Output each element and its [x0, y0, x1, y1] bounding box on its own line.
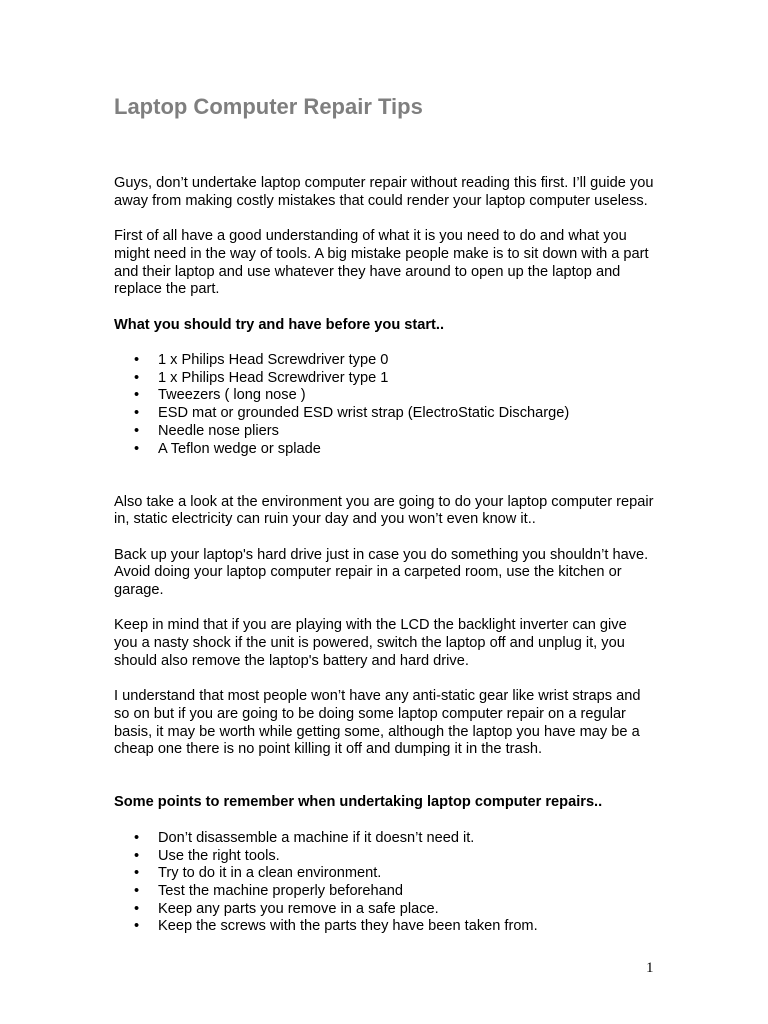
list-item: • ESD mat or grounded ESD wrist strap (ElectroStatic Discharge) [114, 405, 654, 423]
page-title: Laptop Computer Repair Tips [114, 94, 423, 119]
before-start-list [114, 352, 654, 458]
tools-paragraph: First of all have a good understanding of what it is you need to do and what you might need in the way of tools. A big mistake people make is to sit down with a part and their laptop and use whatever they have around to open up the laptop and replace the part. [114, 228, 649, 298]
list-item: • 1 x Philips Head Screwdriver type 0 [114, 352, 654, 370]
document-body [114, 175, 654, 936]
lcd-paragraph: Keep in mind that if you are playing with the LCD the backlight inverter can give you a nasty shock if the unit is powered, switch the laptop off and unplug it, you should also remove the laptop's battery and hard drive. [114, 617, 627, 669]
page-number: 1 [646, 960, 654, 976]
list-item: • Test the machine properly beforehand [114, 883, 654, 901]
list-item: • Don’t disassemble a machine if it doesn’t need it. [114, 830, 654, 848]
before-start-heading: What you should try and have before you start.. [114, 316, 445, 333]
list-item: • 1 x Philips Head Screwdriver type 1 [114, 370, 654, 388]
intro-paragraph: Guys, don’t undertake laptop computer repair without reading this first. I’ll guide you away from making costly mistakes that could render your laptop computer useless. [114, 175, 654, 209]
backup-paragraph: Back up your laptop's hard drive just in case you do something you shouldn’t have. Avoid doing your laptop computer repair in a carpeted room, use the kitchen or garage. [114, 546, 649, 599]
list-item: • Use the right tools. [114, 848, 654, 866]
list-item: • Needle nose pliers [114, 423, 654, 441]
list-item: • Keep the screws with the parts they have been taken from. [114, 918, 654, 936]
antistatic-paragraph: I understand that most people won’t have any anti-static gear like wrist straps and so on but if you are going to be doing some laptop computer repair on a regular basis, it may be worth while getting some, although the laptop you have may be a cheap one there is no point killing it off and dumping it in the trash. [114, 688, 641, 758]
list-item: • Tweezers ( long nose ) [114, 387, 654, 405]
list-item: • Keep any parts you remove in a safe place. [114, 901, 654, 919]
remember-heading: Some points to remember when undertaking laptop computer repairs.. [114, 794, 603, 811]
remember-list [114, 830, 654, 936]
list-item: • A Teflon wedge or splade [114, 441, 654, 459]
list-item: • Try to do it in a clean environment. [114, 865, 654, 883]
environment-paragraph: Also take a look at the environment you are going to do your laptop computer repair in, static electricity can ruin your day and you won’t even know it.. [114, 493, 654, 528]
